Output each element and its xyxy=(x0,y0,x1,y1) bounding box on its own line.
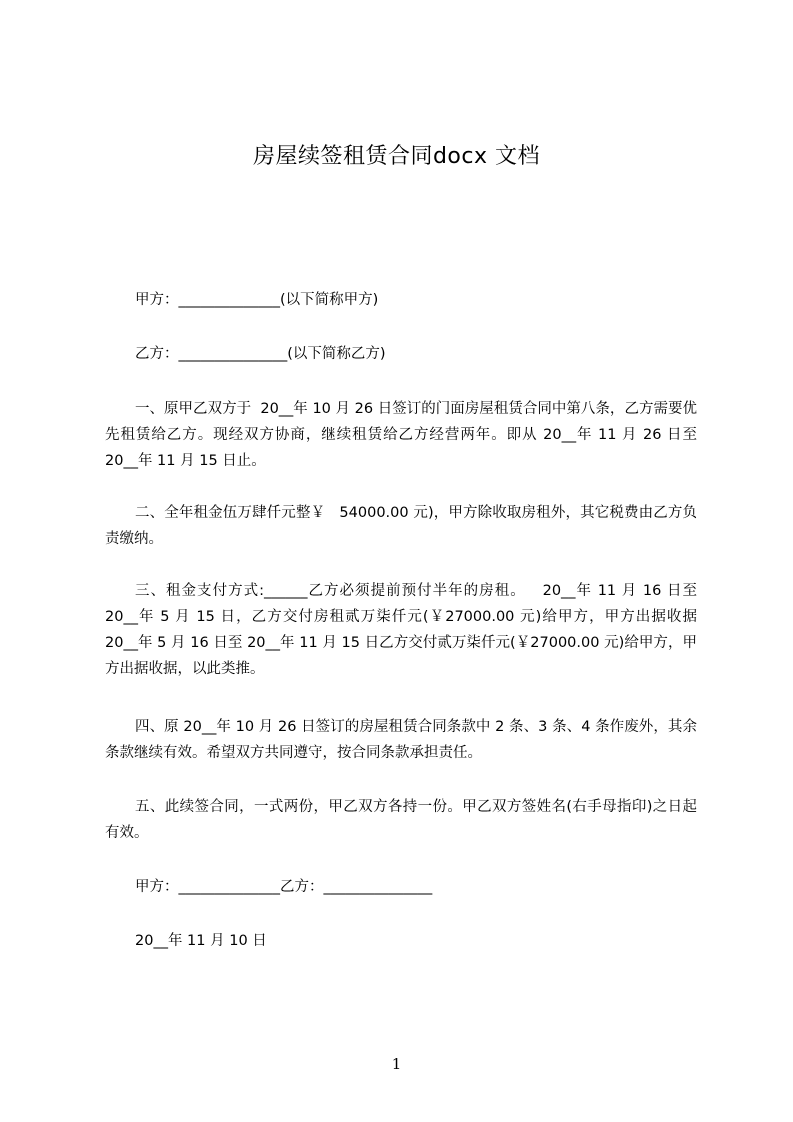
clause-4: 四、原 20__年 10 月 26 日签订的房屋租赁合同条款中 2 条、3 条、4 条作废外，其余条款继续有效。希望双方共同遵守，按合同条款承担责任。 xyxy=(105,719,697,761)
clause-3: 三、租金支付方式:______乙方必须提前预付半年的房租。 20__年 11 月 16 日至 20__年 5 月 15 日，乙方交付房租贰万柒仟元(￥27000.00 元)给甲方，甲方出据收据 20__年 5 月 16 日至 20__年 11 月 15 日乙方交付贰万柒仟元(￥27000.00 元)给甲方，甲方出据收据，以此类推。 xyxy=(105,583,702,677)
clause-1: 一、原甲乙双方于 20__年 10 月 26 日签订的门面房屋租赁合同中第八条，乙方需要优先租赁给乙方。现经双方协商，继续租赁给乙方经营两年。即从 20__年 11 月 26 日至 20__年 11 月 15 日止。 xyxy=(105,401,702,469)
clause-2: 二、全年租金伍万肆仟元整￥ 54000.00 元)，甲方除收取房租外，其它税费由乙方负责缴纳。 xyxy=(105,505,697,547)
document-title: 房屋续签租赁合同docx 文档 xyxy=(252,144,541,169)
date-line: 20__年 11 月 10 日 xyxy=(135,933,267,949)
party-a-line: 甲方：______________(以下简称甲方) xyxy=(135,292,379,308)
party-b-line: 乙方：_______________(以下简称乙方) xyxy=(135,346,386,362)
signature-line: 甲方：______________乙方：_______________ xyxy=(135,879,433,895)
page-number: 1 xyxy=(391,1055,402,1073)
clause-5: 五、此续签合同，一式两份，甲乙双方各持一份。甲乙双方签姓名(右手母指印)之日起有效。 xyxy=(105,799,697,841)
